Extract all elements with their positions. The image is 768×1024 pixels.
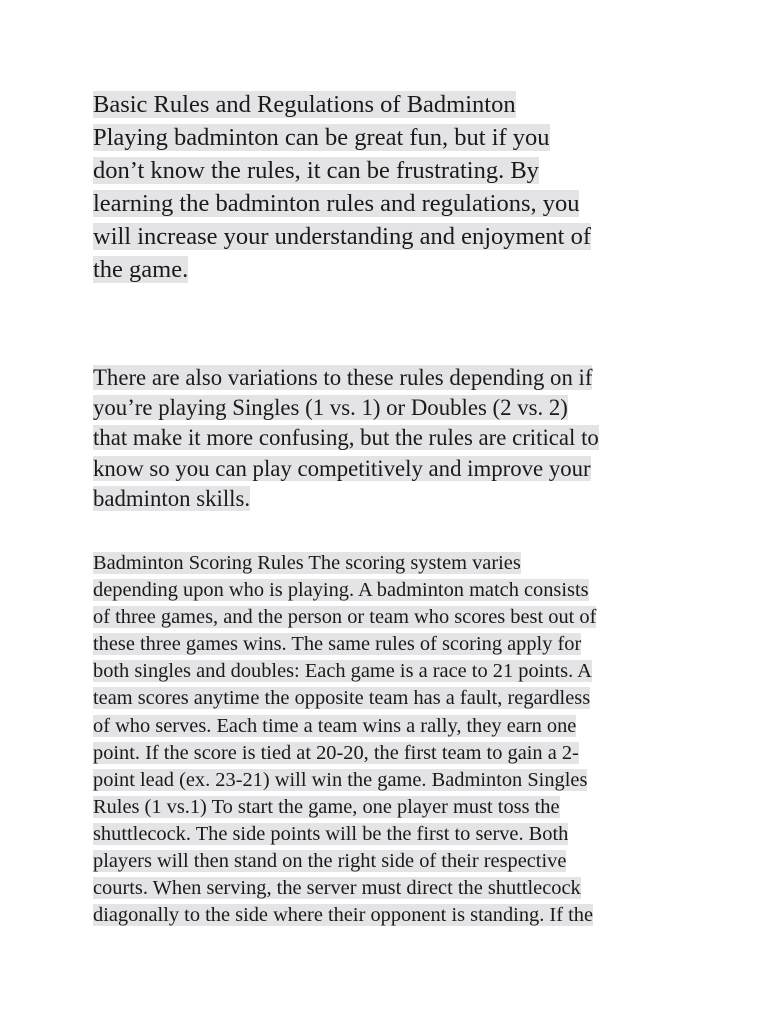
text-line — [93, 393, 599, 423]
text-line — [93, 902, 596, 929]
text-line-content: point lead (ex. 23-21) will win the game. Badminton Singles — [93, 768, 588, 791]
text-line-content: know so you can play competitively and improve your — [93, 455, 591, 481]
text-line — [93, 88, 591, 121]
text-line — [93, 604, 596, 631]
text-line — [93, 821, 596, 848]
text-line-content: the game. — [93, 256, 189, 283]
text-line — [93, 713, 596, 740]
text-line-content: Basic Rules and Regulations of Badminton — [93, 91, 516, 118]
text-line-content: don’t know the rules, it can be frustrating. By — [93, 157, 539, 184]
text-line — [93, 220, 591, 253]
text-line-content: of who serves. Each time a team wins a rally, they earn one — [93, 714, 577, 737]
scoring-rules-paragraph — [93, 550, 596, 929]
text-line — [93, 484, 599, 514]
text-line — [93, 454, 599, 484]
text-line-content: Playing badminton can be great fun, but if you — [93, 124, 550, 151]
text-line — [93, 631, 596, 658]
text-line-content: Rules (1 vs.1) To start the game, one player must toss the — [93, 795, 560, 818]
intro-paragraph — [93, 88, 591, 286]
text-line — [93, 253, 591, 286]
text-line-content: players will then stand on the right side of their respective — [93, 850, 567, 873]
text-line — [93, 794, 596, 821]
text-line — [93, 187, 591, 220]
text-line-content: will increase your understanding and enjoyment of — [93, 223, 592, 250]
text-line — [93, 423, 599, 453]
text-line — [93, 767, 596, 794]
text-line — [93, 363, 599, 393]
text-line-content: There are also variations to these rules depending on if — [93, 365, 593, 390]
text-line-content: of three games, and the person or team who scores best out of — [93, 606, 597, 629]
text-line — [93, 121, 591, 154]
text-line — [93, 658, 596, 685]
text-line-content: point. If the score is tied at 20-20, the first team to gain a 2- — [93, 741, 579, 764]
text-line-content: badminton skills. — [93, 485, 251, 511]
text-line — [93, 577, 596, 604]
text-line-content: team scores anytime the opposite team has a fault, regardless — [93, 687, 591, 710]
text-line-content: shuttlecock. The side points will be the first to serve. Both — [93, 822, 569, 845]
text-line — [93, 875, 596, 902]
text-line — [93, 848, 596, 875]
text-line-content: courts. When serving, the server must direct the shuttlecock — [93, 877, 581, 900]
text-line-content: depending upon who is playing. A badminton match consists — [93, 579, 589, 602]
text-line — [93, 685, 596, 712]
text-line-content: diagonally to the side where their opponent is standing. If the — [93, 904, 594, 927]
text-line-content: Badminton Scoring Rules The scoring system varies — [93, 552, 521, 574]
text-line — [93, 154, 591, 187]
text-line-content: both singles and doubles: Each game is a race to 21 points. A — [93, 660, 592, 683]
text-line — [93, 550, 596, 577]
text-line-content: that make it more confusing, but the rules are critical to — [93, 425, 599, 451]
text-line-content: learning the badminton rules and regulations, you — [93, 190, 580, 217]
text-line-content: you’re playing Singles (1 vs. 1) or Doubles (2 vs. 2) — [93, 395, 568, 421]
text-line-content: these three games wins. The same rules of scoring apply for — [93, 633, 582, 656]
text-line — [93, 740, 596, 767]
variations-paragraph — [93, 363, 599, 514]
